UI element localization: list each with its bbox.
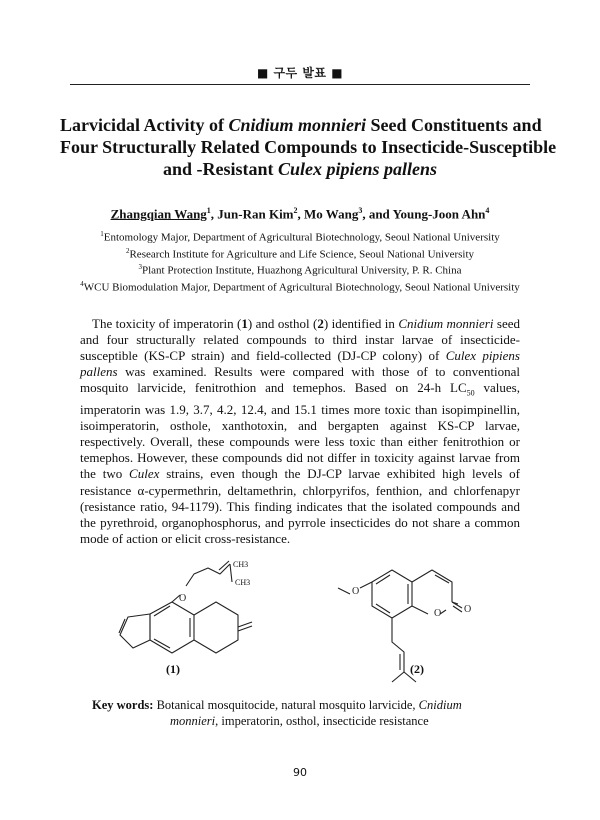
chemical-structures-figure xyxy=(80,556,520,686)
affiliation: $^4$WCU Biomodulation Major, Department of Agricultural Biotechnology, Seoul National University xyxy=(80,279,520,294)
affiliation: $^2$Research Institute for Agriculture and Life Science, Seoul National University xyxy=(125,246,475,261)
carbonyl-oxygen: O xyxy=(464,604,472,615)
keywords-label: Key words: xyxy=(92,698,154,712)
title-line-1: Larvicidal Activity of Cnidium monnieri Seed Constituents and xyxy=(60,115,542,135)
oxygen-atom: O xyxy=(179,593,187,604)
abstract-body: The toxicity of imperatorin (1) and osthol (2) identified in Cnidium monnieri seed and four structurally related compounds to third instar larvae of insecticide-susceptible (KS-CP strain) and field-collected (DJ-CP colony) of Culex pipiens pallens was examined. Results were compared with those of to conventional mosquito larvicide, fenitrothion and temephos. Based on 24-h $LC_{50}$ values, imperatorin was 1.9, 3.7, 4.2, 12.4, and 15.1 times more toxic than isopimpinellin, isoimperatorin, osthole, xanthotoxin, and bergapten against KS-CP larvae, respectively. Overall, these compounds were less toxic than either fenitrothion or temephos. However, these compounds did not differ in toxicity against larvae from the two Culex strains, even though the DJ-CP larvae exhibited high levels of resistance α-cypermethrin, deltamethrin, chlorpyrifos, fenthion, and chlorfenapyr (resistance ratio, 94-1179). This finding indicates that the isolated compounds and the pyrethroid, organophosphorus, and pyrrole insecticides do not share a common mode of action or elicit cross-resistance. xyxy=(80,316,520,546)
keywords: Key words: Botanical mosquitocide, natural mosquito larvicide, Cnidium monnieri, imperatorin, osthol, insecticide resistance xyxy=(92,698,462,728)
author-name: Jun-Ran Kim xyxy=(217,206,294,222)
paper-title xyxy=(60,114,557,180)
author-list: Zhangqian Wang$^1$, Jun-Ran Kim$^2$, Mo Wang$^3$, and Young-Joon Ahn$^4$ xyxy=(110,206,490,222)
methoxy-oxygen: O xyxy=(352,586,360,597)
affiliation: $^1$Entomology Major, Department of Agricultural Biotechnology, Seoul National University xyxy=(100,230,500,244)
author-name: Young-Joon Ahn xyxy=(392,206,486,222)
author-name: Zhangqian Wang xyxy=(110,206,207,222)
section-tag: ■ 구두 발표 ■ xyxy=(256,66,344,80)
compound-1-label: (1) xyxy=(166,662,180,676)
ch3-label-bottom: CH3 xyxy=(235,578,251,587)
compound-1-structure xyxy=(119,561,252,653)
title-line-3: and -Resistant Culex pipiens pallens xyxy=(162,159,438,179)
affiliation: $^3$Plant Protection Institute, Huazhong Agricultural University, P. R. China xyxy=(138,263,462,277)
header-rule xyxy=(70,84,530,85)
affiliation-list xyxy=(0,228,600,295)
ch3-label-top: CH3 xyxy=(233,560,249,569)
page-number: 90 xyxy=(293,766,307,779)
ring-oxygen: O xyxy=(434,608,442,619)
title-line-2: Four Structurally Related Compounds to Insecticide-Susceptible xyxy=(60,137,557,157)
compound-2-label: (2) xyxy=(410,662,424,676)
structure-drawing xyxy=(80,556,520,686)
author-name: Mo Wang xyxy=(304,206,359,222)
